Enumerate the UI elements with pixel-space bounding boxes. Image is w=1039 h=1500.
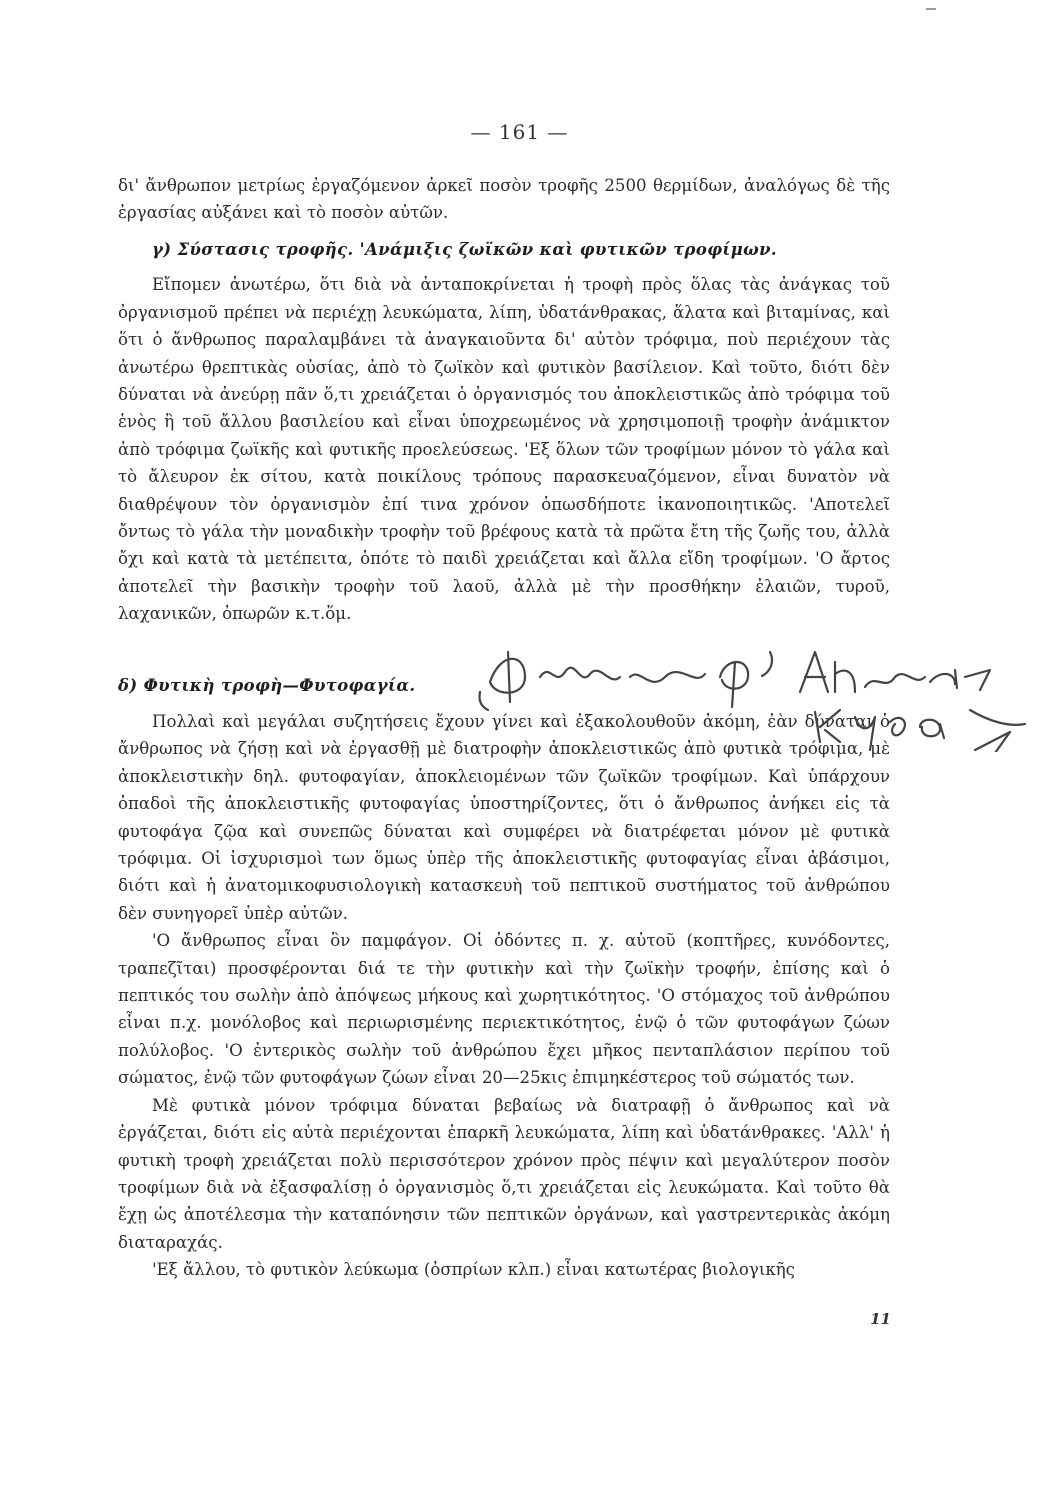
handwriting-scribble [470,632,1030,752]
page-edge-mark [926,8,936,10]
section-delta-paragraph: Πολλαὶ καὶ μεγάλαι συζητήσεις ἔχουν γίνει καὶ ἐξακολουθοῦν ἀκόμη, ἐὰν δύναται ὁ ἄνθρωπος νὰ ζήσῃ καὶ νὰ ἐργασθῇ μὲ διατροφὴν ἀποκλειστικῶς ἀπὸ φυτικὰ τρόφιμα, μὲ ἀποκλειστικὴν δηλ. φυτοφαγίαν, ἀποκλειομένων τῶν ζωϊκῶν τροφίμων. Καὶ ὑπάρχουν ὀπαδοὶ τῆς ἀποκλειστικῆς φυτοφαγίας ὑποστηρίζοντες, ὅτι ὁ ἄνθρωπος ἀνήκει εἰς τὰ φυτοφάγα ζῷα καὶ συνεπῶς δύναται καὶ συμφέρει νὰ διατρέφεται μόνον μὲ φυτικὰ τρόφιμα. Οἱ ἰσχυρισμοὶ των ὅμως ὑπὲρ τῆς ἀποκλειστικῆς φυτοφαγίας εἶναι ἀβάσιμοι, διότι καὶ ἡ ἀνατομικοφυσιολογικὴ κατασκευὴ τοῦ πεπτικοῦ συστήματος τοῦ ἀνθρώπου δὲν συνηγορεῖ ὑπὲρ αὐτῶν. [118,712,890,923]
section-gamma [118,236,890,628]
section-delta-paragraph: 'Εξ ἄλλου, τὸ φυτικὸν λεύκωμα (ὀσπρίων κλπ.) εἶναι κατωτέρας βιολογικῆς [152,1260,795,1280]
continuation-text [118,172,890,227]
section-delta [118,708,890,1284]
section-gamma-heading: γ) Σύστασις τροφῆς. 'Ανάμιξις ζωϊκῶν καὶ φυτικῶν τροφίμων. [152,240,778,259]
sheet-signature-mark: 11 [870,1310,891,1328]
section-delta-paragraph: Μὲ φυτικὰ μόνον τρόφιμα δύναται βεβαίως νὰ διατραφῇ ὁ ἄνθρωπος καὶ νὰ ἐργάζεται, διότι εἰς αὐτὰ περιέχονται ἐπαρκῆ λευκώματα, λίπη καὶ ὑδατάνθρακες. 'Αλλ' ἡ φυτικὴ τροφὴ χρειάζεται πολὺ περισσότερον χρόνον πρὸς πέψιν καὶ μεγαλύτερον ποσὸν τροφίμων διὰ νὰ ἐξασφαλίσῃ ὁ ὀργανισμὸς ὅ,τι χρειάζεται εἰς λευκώματα. Καὶ τοῦτο θὰ ἔχῃ ὡς ἀποτέλεσμα τὴν καταπόνησιν τῶν πεπτικῶν ὀργάνων, καὶ γαστρεντερικὰς ἀκόμη διαταραχάς. [118,1095,890,1252]
section-delta-heading: δ) Φυτικὴ τροφὴ—Φυτοφαγία. [118,676,416,695]
section-delta-paragraph: 'Ο ἄνθρωπος εἶναι ὂν παμφάγον. Οἱ ὀδόντες π. χ. αὐτοῦ (κοπτῆρες, κυνόδοντες, τραπεζῖται) προσφέρονται διά τε τὴν φυτικὴν καὶ τὴν ζωϊκὴν τροφήν, ἐπίσης καὶ ὁ πεπτικός του σωλὴν ἀπὸ ἀπόψεως μήκους καὶ χωρητικότητος. 'Ο στόμαχος τοῦ ἀνθρώπου εἶναι π.χ. μονόλοβος καὶ περιωρισμένης περιεκτικότητος, ἐνῷ ὁ τῶν φυτοφάγων ζώων πολύλοβος. 'Ο ἐντερικὸς σωλὴν τοῦ ἀνθρώπου ἔχει μῆκος πενταπλάσιον περίπου τοῦ σώματος, ἐνῷ τῶν φυτοφάγων ζώων εἶναι 20—25κις ἐπιμηκέστερος τοῦ σώματός των. [118,931,890,1088]
handwritten-annotation [470,632,1030,752]
page-number: — 161 — [470,120,569,144]
section-gamma-paragraph: Εἴπομεν ἀνωτέρω, ὅτι διὰ νὰ ἀνταποκρίνεται ἡ τροφὴ πρὸς ὅλας τὰς ἀνάγκας τοῦ ὀργανισμοῦ πρέπει νὰ περιέχῃ λευκώματα, λίπη, ὑδατάνθρακας, ἅλατα καὶ βιταμίνας, καὶ ὅτι ὁ ἄνθρωπος παραλαμβάνει τὰ ἀναγκαιοῦντα δι' αὐτὸν τρόφιμα, ποὺ περιέχουν τὰς ἀνωτέρω θρεπτικὰς οὐσίας, ἀπὸ τὸ ζωϊκὸν καὶ φυτικὸν βασίλειον. Καὶ τοῦτο, διότι δὲν δύναται νὰ ἀνεύρῃ πᾶν ὅ,τι χρειάζεται ὁ ὀργανισμός του ἀποκλειστικῶς ἀπὸ τρόφιμα τοῦ ἑνὸς ἢ τοῦ ἄλλου βασιλείου καὶ εἶναι ὑποχρεωμένος νὰ χρησιμοποιῇ τροφὴν ἀνάμικτον ἀπὸ τρόφιμα ζωϊκῆς καὶ φυτικῆς προελεύσεως. 'Εξ ὅλων τῶν τροφίμων μόνον τὸ γάλα καὶ τὸ ἄλευρον ἐκ σίτου, κατὰ ποικίλους τρόπους παρασκευαζόμενον, εἶναι δυνατὸν νὰ διαθρέψουν τὸν ὀργανισμὸν ἐπί τινα χρόνον ὁπωσδήποτε ἱκανοποιητικῶς. 'Αποτελεῖ ὄντως τὸ γάλα τὴν μοναδικὴν τροφὴν τοῦ βρέφους κατὰ τὰ πρῶτα ἔτη τῆς ζωῆς του, ἀλλὰ ὄχι καὶ κατὰ τὰ μετέπειτα, ὁπότε τὸ παιδὶ χρειάζεται καὶ ἄλλα εἴδη τροφίμων. 'Ο ἄρτος ἀποτελεῖ τὴν βασικὴν τροφὴν τοῦ λαοῦ, ἀλλὰ μὲ τὴν προσθήκην ἐλαιῶν, τυροῦ, λαχανικῶν, ὀπωρῶν κ.τ.ὅμ. [118,275,890,624]
continuation-paragraph: δι' ἄνθρωπον μετρίως ἐργαζόμενον ἀρκεῖ ποσὸν τροφῆς 2500 θερμίδων, ἀναλόγως δὲ τῆς ἐργασίας αὐξάνει καὶ τὸ ποσὸν αὐτῶν. [118,176,890,223]
